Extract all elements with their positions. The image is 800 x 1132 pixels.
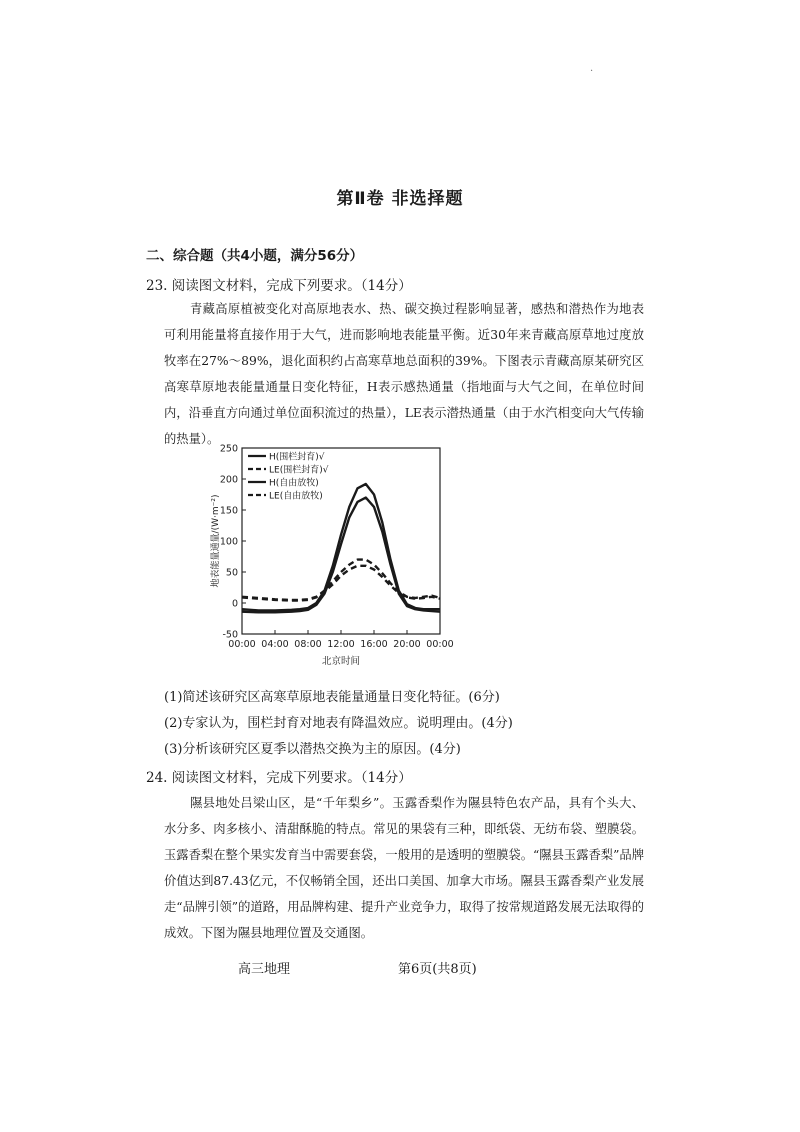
question-24-heading: 24. 阅读图文材料，完成下列要求。（14分）: [146, 770, 412, 786]
legend-label-2: H(自由放牧): [269, 478, 319, 489]
energy-flux-chart-svg: [206, 436, 470, 672]
y-tick-label-2: 50: [225, 567, 238, 579]
question-23-material-text: 青藏高原植被变化对高原地表水、热、碳交换过程影响显著，感热和潜热作为地表可利用能量将直接作用于大气，进而影响地表能量平衡。近30年来青藏高原草地过度放牧率在27%～89%，退化面积约占高寒草地总面积的39%。下图表示青藏高原某研究区高寒草原地表能量通量日变化特征，H表示感热通量（指地面与大气之间，在单位时间内，沿垂直方向通过单位面积流过的热量），LE表示潜热通量（由于水汽相变向大气传输的热量）。: [164, 302, 644, 446]
y-tick-label-6: 250: [219, 443, 238, 455]
question-24-material-text: 隰县地处吕梁山区，是“千年梨乡”。玉露香梨作为隰县特色农产品，具有个头大、水分多、肉多核小、清甜酥脆的特点。常见的果袋有三种，即纸袋、无纺布袋、塑膜袋。玉露香梨在整个果实发育当中需要套袋，一般用的是透明的塑膜袋。“隰县玉露香梨”品牌价值达到87.43亿元，不仅畅销全国，还出口美国、加拿大市场。隰县玉露香梨产业发展走“品牌引领”的道路，用品牌构建、提升产业竞争力，取得了按常规道路发展无法取得的成效。下图为隰县地理位置及交通图。: [164, 796, 644, 940]
series-line-2: [242, 498, 440, 613]
section-heading: 二、综合题（共4小题，满分56分）: [146, 248, 364, 264]
x-tick-label-1: 04:00: [261, 639, 289, 650]
x-tick-label-6: 00:00: [426, 639, 454, 650]
x-tick-label-3: 12:00: [327, 639, 355, 650]
energy-flux-chart: [206, 436, 470, 672]
series-line-1: [242, 560, 440, 600]
x-axis-label: 北京时间: [321, 656, 361, 667]
footer-subject: 高三地理: [238, 962, 291, 977]
y-tick-label-3: 100: [219, 536, 238, 548]
part-title: 第Ⅱ卷 非选择题: [336, 189, 464, 209]
legend-label-0: H(围栏封育)√: [269, 452, 325, 463]
x-tick-label-4: 16:00: [360, 639, 388, 650]
x-tick-label-0: 00:00: [228, 639, 256, 650]
page-corner-mark: ·: [590, 66, 594, 77]
legend-label-3: LE(自由放牧): [269, 491, 323, 502]
y-tick-label-5: 200: [219, 474, 238, 486]
question-23-material: [164, 296, 644, 452]
y-tick-label-4: 150: [219, 505, 238, 517]
question-23-subquestion-3: (3)分析该研究区夏季以潜热交换为主的原因。(4分): [164, 742, 461, 757]
x-tick-label-2: 08:00: [294, 639, 322, 650]
question-23-subquestion-1: (1)简述该研究区高寒草原地表能量通量日变化特征。(6分): [164, 690, 500, 705]
x-tick-label-5: 20:00: [393, 639, 421, 650]
y-axis-label: 地表能量通量/(W·m⁻²): [211, 494, 221, 588]
question-23-heading: 23. 阅读图文材料，完成下列要求。（14分）: [146, 278, 412, 294]
y-tick-label-0: -50: [222, 629, 238, 641]
question-24-material: [164, 790, 644, 946]
legend-label-1: LE(围栏封育)√: [269, 465, 329, 476]
question-23-subquestion-2: (2)专家认为，围栏封育对地表有降温效应。说明理由。(4分): [164, 716, 513, 731]
y-tick-label-1: 0: [231, 598, 238, 610]
footer-page-number: 第6页(共8页): [398, 962, 477, 977]
